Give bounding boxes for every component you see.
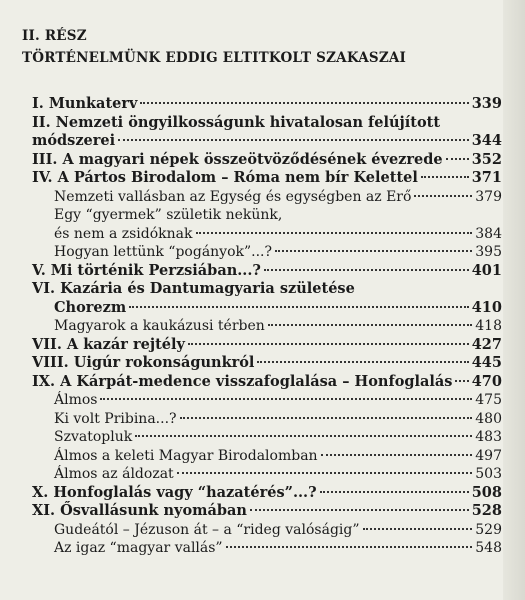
toc-entry — [32, 428, 502, 447]
dot-leader — [363, 528, 473, 530]
toc-entry — [32, 502, 502, 521]
dot-leader — [177, 472, 473, 474]
dot-leader — [320, 491, 469, 493]
dot-leader — [446, 158, 469, 160]
dot-leader — [268, 324, 472, 326]
toc-entry — [32, 317, 502, 336]
toc-entry — [32, 280, 502, 299]
toc-entry — [32, 95, 502, 114]
toc-entry-page: 339 — [471, 95, 502, 112]
toc-entry-page: 427 — [471, 335, 502, 353]
part-label: II. RÉSZ — [22, 28, 87, 44]
toc-entry — [32, 539, 502, 558]
toc-entry-page: 344 — [471, 132, 502, 149]
dot-leader — [129, 306, 469, 308]
dot-leader — [264, 269, 469, 271]
dot-leader — [414, 195, 472, 197]
toc-entry — [32, 262, 502, 281]
toc-entry-page: 445 — [471, 354, 502, 371]
toc-entry — [32, 410, 502, 429]
dot-leader — [455, 380, 468, 382]
toc-entry-page: 401 — [471, 261, 502, 279]
toc-entry — [32, 114, 502, 133]
toc-entry-title: Szvatopluk — [54, 429, 133, 445]
toc-entry-title: Az igaz “magyar vallás” — [54, 540, 223, 556]
toc-entry-page: 371 — [471, 169, 502, 186]
toc-entry-title: és nem a zsidóknak — [54, 225, 193, 242]
toc-entry — [32, 206, 502, 225]
toc-entry-title: módszerei — [32, 132, 116, 149]
toc-entry-title: X. Honfoglalás vagy “hazatérés”...? — [32, 483, 317, 501]
toc-entry — [32, 132, 502, 151]
toc-entry-title: VIII. Uigúr rokonságunkról — [32, 354, 255, 371]
dot-leader — [135, 435, 472, 437]
toc-entry-page: 508 — [471, 483, 502, 501]
toc-entry — [32, 151, 502, 170]
toc-entry — [32, 336, 502, 355]
toc-entry-page: 410 — [471, 298, 502, 316]
toc-entry-title: IV. A Pártos Birodalom – Róma nem bír Kelettel — [32, 169, 418, 186]
toc-entry-page: 384 — [475, 225, 502, 242]
toc-entry-title: V. Mi történik Perzsiában...? — [32, 261, 261, 279]
part-title: TÖRTÉNELMÜNK EDDIG ELTITKOLT SZAKASZAI — [22, 50, 407, 66]
dot-leader — [100, 398, 472, 400]
toc-entry-page: 475 — [475, 392, 502, 408]
toc-entry-page: 352 — [471, 150, 502, 168]
toc-entry-title: IX. A Kárpát-medence visszafoglalása – Honfoglalás — [32, 372, 453, 390]
toc-entry-page: 483 — [475, 429, 502, 445]
dot-leader — [180, 417, 473, 419]
toc-entry-page: 418 — [475, 318, 502, 334]
toc-entry — [32, 484, 502, 503]
toc-entry-page: 529 — [475, 521, 502, 538]
toc-entry-title: Chorezm — [54, 298, 127, 316]
toc-entry-title: III. A magyari népek összeötvöződésének évezrede — [32, 150, 443, 168]
dot-leader — [140, 102, 468, 104]
toc-entry-title: XI. Ősvallásunk nyomában — [32, 502, 247, 519]
toc-entry — [32, 243, 502, 262]
toc-entry — [32, 391, 502, 410]
table-of-contents — [32, 95, 502, 558]
dot-leader — [118, 139, 469, 141]
toc-entry-page: 503 — [475, 466, 502, 482]
dot-leader — [250, 509, 469, 511]
dot-leader — [226, 546, 473, 548]
toc-entry-page: 497 — [475, 447, 502, 464]
toc-entry-title: Ki volt Pribina...? — [54, 410, 177, 427]
toc-entry — [32, 188, 502, 207]
toc-entry-title: II. Nemzeti öngyilkosságunk hivatalosan felújított — [32, 113, 441, 131]
page-edge — [503, 0, 525, 600]
toc-entry-page: 548 — [475, 540, 502, 556]
toc-entry-page: 480 — [475, 410, 502, 427]
toc-entry-page: 470 — [471, 372, 502, 390]
toc-entry — [32, 354, 502, 373]
toc-entry-page: 379 — [475, 188, 502, 205]
dot-leader — [257, 361, 468, 363]
toc-entry-title: Magyarok a kaukázusi térben — [54, 318, 265, 334]
toc-entry — [32, 373, 502, 392]
toc-entry — [32, 521, 502, 540]
toc-entry — [32, 447, 502, 466]
toc-entry-page: 395 — [475, 244, 502, 260]
toc-entry-title: I. Munkaterv — [32, 95, 138, 112]
dot-leader — [421, 176, 469, 178]
dot-leader — [275, 250, 472, 252]
dot-leader — [188, 343, 469, 345]
toc-entry-title: Gudeától – Jézuson át – a “rideg valóságig” — [54, 521, 360, 538]
toc-entry-title: Hogyan lettünk “pogányok”...? — [54, 244, 273, 260]
toc-entry-title: Nemzeti vallásban az Egység és egységben az Erő — [54, 188, 412, 205]
toc-entry-title: VI. Kazária és Dantumagyaria születése — [32, 280, 355, 297]
toc-entry — [32, 225, 502, 244]
toc-entry-page: 528 — [471, 502, 502, 519]
toc-entry — [32, 465, 502, 484]
dot-leader — [321, 454, 473, 456]
toc-entry-title: Álmos a keleti Magyar Birodalomban — [54, 447, 318, 464]
toc-entry-title: Egy “gyermek” születik nekünk, — [54, 207, 283, 223]
toc-entry-title: Álmos az áldozat — [54, 466, 174, 482]
toc-entry — [32, 299, 502, 318]
dot-leader — [196, 232, 473, 234]
toc-entry-title: VII. A kazár rejtély — [32, 335, 185, 353]
toc-entry — [32, 169, 502, 188]
toc-entry-title: Álmos — [54, 392, 98, 408]
